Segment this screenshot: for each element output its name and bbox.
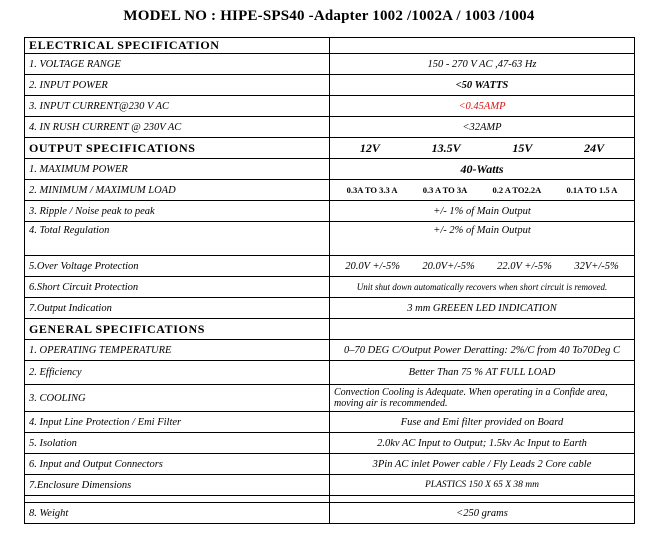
ovp-15v: 22.0V +/-5% — [497, 260, 552, 272]
voltage-range-label: 1. VOLTAGE RANGE — [25, 54, 330, 75]
indication-value: 3 mm GREEEN LED INDICATION — [330, 298, 635, 319]
voltage-13-5v: 13.5V — [431, 140, 461, 155]
enclosure-value: PLASTICS 150 X 65 X 38 mm — [330, 475, 635, 496]
page-title: MODEL NO : HIPE-SPS40 -Adapter 1002 /1002A / 1003 /1004 — [123, 8, 535, 24]
scp-value: Unit shut down automatically recovers when short circuit is removed. — [330, 277, 635, 298]
efficiency-value: Better Than 75 % AT FULL LOAD — [330, 361, 635, 385]
ovp-cell — [330, 256, 635, 277]
empty-cell — [330, 319, 635, 340]
regulation-label: 4. Total Regulation — [25, 222, 330, 256]
cooling-value: Convection Cooling is Adequate. When operating in a Confide area, moving air is recommended. — [330, 385, 635, 412]
enclosure-label: 7.Enclosure Dimensions — [25, 475, 330, 496]
efficiency-label: 2. Efficiency — [25, 361, 330, 385]
voltage-range-value: 150 - 270 V AC ,47-63 Hz — [330, 54, 635, 75]
spec-table — [24, 37, 635, 524]
output-voltages — [330, 138, 635, 159]
ovp-label: 5.Over Voltage Protection — [25, 256, 330, 277]
load-label: 2. MINIMUM / MAXIMUM LOAD — [25, 180, 330, 201]
loads-cell — [330, 180, 635, 201]
ovp-24v: 32V+/-5% — [574, 260, 619, 272]
input-current-label: 3. INPUT CURRENT@230 V AC — [25, 96, 330, 117]
load-15v: 0.2 A TO2.2A — [492, 185, 542, 195]
general-heading: GENERAL SPECIFICATIONS — [25, 319, 330, 340]
input-power-label: 2. INPUT POWER — [25, 75, 330, 96]
ripple-label: 3. Ripple / Noise peak to peak — [25, 201, 330, 222]
scp-label: 6.Short Circuit Protection — [25, 277, 330, 298]
line-protection-label: 4. Input Line Protection / Emi Filter — [25, 412, 330, 433]
connectors-label: 6. Input and Output Connectors — [25, 454, 330, 475]
ovp-12v: 20.0V +/-5% — [345, 260, 400, 272]
voltage-12v: 12V — [359, 140, 380, 155]
regulation-value: +/- 2% of Main Output — [330, 222, 635, 256]
operating-temp-label: 1. OPERATING TEMPERATURE — [25, 340, 330, 361]
weight-value: <250 grams — [330, 503, 635, 524]
max-power-label: 1. MAXIMUM POWER — [25, 159, 330, 180]
inrush-current-label: 4. IN RUSH CURRENT @ 230V AC — [25, 117, 330, 138]
inrush-current-value: <32AMP — [330, 117, 635, 138]
output-heading: OUTPUT SPECIFICATIONS — [25, 138, 330, 159]
spacer-cell — [330, 496, 635, 503]
isolation-value: 2.0kv AC Input to Output; 1.5kv Ac Input to Earth — [330, 433, 635, 454]
voltage-15v: 15V — [512, 140, 533, 155]
operating-temp-value: 0–70 DEG C/Output Power Deratting: 2%/C from 40 To70Deg C — [330, 340, 635, 361]
ovp-13-5v: 20.0V+/-5% — [422, 260, 475, 272]
electrical-heading: ELECTRICAL SPECIFICATION — [25, 38, 330, 54]
line-protection-value: Fuse and Emi filter provided on Board — [330, 412, 635, 433]
ripple-value: +/- 1% of Main Output — [330, 201, 635, 222]
load-24v: 0.1A TO 1.5 A — [566, 185, 618, 195]
load-12v: 0.3A TO 3.3 A — [346, 185, 398, 195]
load-13-5v: 0.3 A TO 3A — [422, 185, 468, 195]
weight-label: 8. Weight — [25, 503, 330, 524]
connectors-value: 3Pin AC inlet Power cable / Fly Leads 2 Core cable — [330, 454, 635, 475]
cooling-label: 3. COOLING — [25, 385, 330, 412]
indication-label: 7.Output Indication — [25, 298, 330, 319]
spacer-cell — [25, 496, 330, 503]
input-current-value: <0.45AMP — [330, 96, 635, 117]
max-power-value: 40-Watts — [330, 159, 635, 180]
empty-cell — [330, 38, 635, 54]
input-power-value: <50 WATTS — [330, 75, 635, 96]
voltage-24v: 24V — [584, 140, 605, 155]
isolation-label: 5. Isolation — [25, 433, 330, 454]
